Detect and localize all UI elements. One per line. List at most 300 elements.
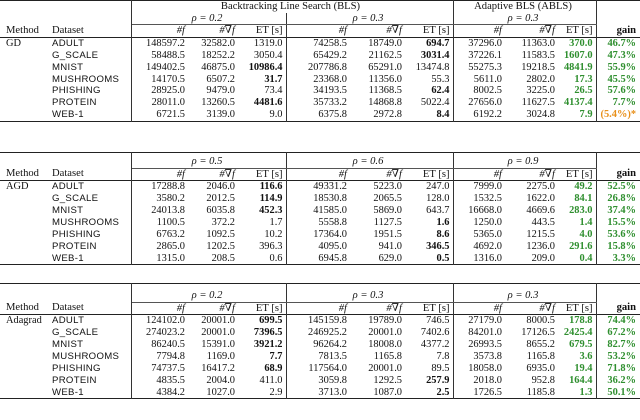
table-row (0, 387, 640, 399)
grad-evals-abls: 6935.0 (526, 362, 555, 374)
f-evals-bls1: 6721.5 (156, 109, 185, 121)
method-name: Adagrad (6, 315, 42, 327)
gain-header: gain (596, 25, 640, 38)
col-gradf-3: #∇f (539, 168, 555, 180)
grad-evals-bls2: 11368.5 (368, 85, 402, 97)
et-abls: 370.0 (569, 37, 593, 49)
grad-evals-bls1: 1202.5 (206, 240, 235, 252)
et-bls1: 1319.0 (238, 37, 286, 49)
gain-value: 53.2% (596, 351, 640, 363)
et-bls1: 452.3 (238, 205, 286, 217)
f-evals-bls2: 7813.5 (318, 350, 347, 362)
gain-value: 7.7% (596, 97, 640, 109)
f-evals-bls2: 5558.8 (318, 216, 347, 228)
et-bls1: 699.5 (238, 315, 286, 327)
grad-evals-abls: 8000.5 (526, 315, 555, 327)
et-abls: 4841.9 (563, 61, 593, 73)
grad-evals-abls: 17126.5 (521, 327, 555, 338)
method-name (0, 375, 47, 387)
col-et-2: ET [s] (405, 25, 453, 38)
method-name (0, 193, 47, 205)
method-name (0, 253, 47, 265)
table-row (0, 327, 640, 339)
col-et-3: ET [s] (565, 168, 593, 180)
grad-evals-bls1: 46875.0 (201, 61, 235, 73)
grad-evals-bls2: 941.0 (378, 240, 402, 252)
grad-evals-bls2: 1165.8 (373, 350, 402, 362)
et-bls1: 116.6 (238, 181, 286, 193)
f-evals-abls: 4692.0 (473, 240, 502, 252)
et-bls2: 13474.8 (405, 62, 453, 74)
f-evals-bls1: 17288.8 (151, 181, 185, 193)
method-name (0, 205, 47, 217)
dataset-header: Dataset (47, 25, 131, 38)
et-abls: 178.8 (569, 315, 593, 327)
f-evals-abls: 27656.0 (468, 97, 502, 109)
grad-evals-abls: 443.5 (531, 216, 555, 228)
et-bls2: 128.0 (405, 193, 453, 205)
et-bls2: 4377.2 (405, 339, 453, 351)
gain-value: 55.9% (596, 62, 640, 74)
gain-value: 15.8% (596, 241, 640, 253)
grad-evals-bls1: 3139.0 (206, 109, 235, 121)
grad-evals-abls: 1215.5 (526, 228, 555, 240)
f-evals-abls: 37296.0 (468, 37, 502, 49)
et-bls1: 2.9 (238, 387, 286, 399)
grad-evals-abls: 1185.8 (526, 386, 555, 398)
grad-evals-abls: 3024.8 (526, 109, 555, 121)
grad-evals-bls2: 14868.8 (368, 97, 402, 109)
gain-value: 71.8% (596, 363, 640, 375)
table-row (0, 375, 640, 387)
gain-value: 46.7% (596, 37, 640, 49)
f-evals-bls2: 6945.8 (318, 252, 347, 264)
grad-evals-abls: 1236.0 (526, 240, 555, 252)
table-row (0, 74, 640, 86)
f-evals-bls2: 35733.2 (313, 97, 347, 109)
grad-evals-abls: 11583.5 (521, 49, 555, 61)
et-abls: 679.5 (569, 338, 593, 350)
dataset-name: ADULT (52, 37, 85, 49)
f-evals-bls1: 2865.0 (156, 240, 185, 252)
rho-row (0, 284, 640, 303)
et-bls1: 10986.4 (238, 62, 286, 74)
f-evals-bls2: 65429.2 (313, 49, 347, 61)
f-evals-abls: 5611.0 (473, 73, 502, 85)
col-f-1: #f (176, 168, 185, 180)
et-bls1: 396.3 (238, 241, 286, 253)
f-evals-abls: 16668.0 (468, 204, 502, 216)
results-table-gd (0, 0, 640, 122)
f-evals-bls2: 23368.0 (313, 73, 347, 85)
dataset-name: WEB-1 (52, 386, 84, 398)
results-panel-gd (0, 0, 640, 150)
gain-value: 36.2% (596, 375, 640, 387)
col-gradf-2: #∇f (386, 302, 402, 314)
table-row (0, 181, 640, 193)
gain-value: 45.5% (596, 74, 640, 86)
rho-bls-2: ρ = 0.3 (286, 13, 453, 25)
f-evals-abls: 27179.0 (468, 315, 502, 327)
table-row (0, 62, 640, 74)
et-abls: 164.4 (569, 374, 593, 386)
rho-bls-1: ρ = 0.2 (131, 284, 286, 303)
method-name (0, 387, 47, 399)
f-evals-bls2: 96264.2 (313, 338, 347, 350)
gain-value: 82.7% (596, 339, 640, 351)
grad-evals-bls1: 13260.5 (201, 97, 235, 109)
et-bls2: 8.4 (405, 109, 453, 121)
gain-value: 3.3% (596, 253, 640, 265)
table-row (0, 85, 640, 97)
f-evals-bls1: 7794.8 (156, 350, 185, 362)
dataset-name: MNIST (52, 338, 84, 350)
table-row (0, 50, 640, 62)
table-row (0, 229, 640, 241)
gain-value: 37.4% (596, 205, 640, 217)
f-evals-bls2: 18530.8 (313, 193, 347, 204)
f-evals-abls: 6192.2 (473, 109, 502, 121)
col-gradf-1: #∇f (219, 168, 235, 180)
grad-evals-bls1: 18252.2 (201, 49, 235, 61)
grad-evals-bls2: 5869.0 (373, 204, 402, 216)
f-evals-bls1: 274023.2 (146, 327, 185, 338)
gain-value: 26.8% (596, 193, 640, 205)
f-evals-abls: 18058.0 (468, 362, 502, 374)
method-name (0, 85, 47, 97)
bls-title: Backtracking Line Search (BLS) (131, 1, 453, 13)
grad-evals-abls: 952.8 (531, 374, 555, 386)
gain-value: 52.5% (596, 181, 640, 193)
f-evals-bls1: 74737.5 (151, 362, 185, 374)
gain-value: 57.6% (596, 85, 640, 97)
grad-evals-bls1: 2046.0 (206, 181, 235, 193)
et-bls1: 3921.2 (238, 339, 286, 351)
grad-evals-bls1: 9479.0 (206, 85, 235, 97)
et-abls: 1.3 (579, 386, 593, 398)
col-gradf-3: #∇f (539, 25, 555, 37)
dataset-name: G_SCALE (52, 193, 99, 204)
et-abls: 4137.4 (563, 97, 593, 109)
col-et-2: ET [s] (405, 302, 453, 315)
f-evals-bls1: 6763.2 (156, 228, 185, 240)
grad-evals-bls1: 32582.0 (201, 37, 235, 49)
et-bls2: 1.6 (405, 217, 453, 229)
table-row (0, 193, 640, 205)
rho-abls: ρ = 0.9 (453, 153, 596, 169)
grad-evals-abls: 2802.0 (526, 73, 555, 85)
table-body (0, 37, 640, 121)
f-evals-abls: 55275.3 (468, 61, 502, 73)
et-bls2: 3031.4 (405, 50, 453, 62)
dataset-name: MNIST (52, 61, 84, 73)
dataset-name: PHISHING (52, 228, 101, 240)
f-evals-abls: 5365.0 (473, 228, 502, 240)
rho-row (0, 13, 640, 25)
method-name (0, 351, 47, 363)
table-body (0, 315, 640, 399)
gain-value: (5.4%)* (596, 109, 640, 121)
column-header-row (0, 25, 640, 38)
col-f-2: #f (338, 302, 347, 314)
rho-row (0, 153, 640, 169)
table-row (0, 241, 640, 253)
dataset-name: WEB-1 (52, 252, 84, 264)
grad-evals-bls1: 2012.5 (206, 193, 235, 204)
et-bls1: 3050.4 (238, 50, 286, 62)
grad-evals-bls1: 372.2 (211, 216, 235, 228)
f-evals-abls: 1726.5 (473, 386, 502, 398)
gain-value: 74.4% (596, 315, 640, 327)
gain-value: 47.3% (596, 50, 640, 62)
method-name (0, 97, 47, 109)
grad-evals-bls1: 20001.0 (201, 327, 235, 338)
f-evals-bls1: 148597.2 (146, 37, 185, 49)
rho-bls-1: ρ = 0.2 (131, 13, 286, 25)
f-evals-abls: 7999.0 (473, 181, 502, 193)
col-f-2: #f (338, 168, 347, 180)
grad-evals-bls2: 2065.5 (373, 193, 402, 204)
dataset-name: PROTEIN (52, 97, 97, 109)
et-abls: 1.4 (579, 216, 593, 228)
col-f-3: #f (493, 168, 502, 180)
et-abls: 2425.4 (563, 327, 593, 338)
et-bls2: 55.3 (405, 74, 453, 86)
dataset-name: ADULT (52, 181, 85, 193)
f-evals-bls1: 58488.5 (151, 49, 185, 61)
table-body (0, 181, 640, 265)
grad-evals-abls: 1622.0 (526, 193, 555, 204)
f-evals-bls2: 246925.2 (308, 327, 347, 338)
method-header: Method (6, 168, 39, 180)
col-gradf-1: #∇f (219, 25, 235, 37)
gain-value: 53.6% (596, 229, 640, 241)
grad-evals-bls2: 2972.8 (373, 109, 402, 121)
method-name (0, 327, 47, 339)
grad-evals-bls1: 1027.0 (206, 386, 235, 398)
dataset-name: PHISHING (52, 85, 101, 97)
grad-evals-bls2: 1951.5 (373, 228, 402, 240)
group-title-row (0, 1, 640, 13)
et-bls1: 73.4 (238, 85, 286, 97)
f-evals-bls2: 3713.0 (318, 386, 347, 398)
method-name (0, 217, 47, 229)
et-bls2: 694.7 (405, 37, 453, 49)
grad-evals-bls2: 65291.0 (368, 61, 402, 73)
f-evals-abls: 2018.0 (473, 374, 502, 386)
grad-evals-bls1: 208.5 (211, 252, 235, 264)
method-name (0, 50, 47, 62)
col-et-1: ET [s] (238, 25, 286, 38)
method-name (0, 229, 47, 241)
grad-evals-abls: 8655.2 (526, 338, 555, 350)
dataset-name: MUSHROOMS (52, 350, 120, 362)
method-name (0, 241, 47, 253)
method-name (0, 339, 47, 351)
et-bls2: 7.8 (405, 351, 453, 363)
f-evals-abls: 1532.5 (473, 193, 502, 204)
col-gradf-1: #∇f (219, 302, 235, 314)
grad-evals-bls2: 19789.0 (368, 315, 402, 327)
table-row (0, 253, 640, 265)
et-bls1: 114.9 (238, 193, 286, 205)
f-evals-bls1: 3580.2 (156, 193, 185, 204)
et-abls: 291.6 (569, 240, 593, 252)
method-name (0, 363, 47, 375)
grad-evals-bls2: 5223.0 (373, 181, 402, 193)
f-evals-bls1: 4384.2 (156, 386, 185, 398)
grad-evals-bls1: 1092.5 (206, 228, 235, 240)
et-bls1: 9.0 (238, 109, 286, 121)
grad-evals-bls1: 2004.0 (206, 374, 235, 386)
f-evals-abls: 37226.1 (468, 49, 502, 61)
results-panel-adagrad (0, 283, 640, 420)
f-evals-abls: 8002.5 (473, 85, 502, 97)
et-bls2: 0.5 (405, 253, 453, 265)
col-gradf-2: #∇f (386, 25, 402, 37)
f-evals-bls2: 4095.0 (318, 240, 347, 252)
dataset-name: ADULT (52, 315, 85, 327)
et-bls2: 2.5 (405, 387, 453, 399)
table-row (0, 339, 640, 351)
method-name: AGD (6, 181, 29, 193)
table-row (0, 37, 640, 49)
et-bls1: 0.6 (238, 253, 286, 265)
rho-abls: ρ = 0.3 (453, 13, 596, 25)
gain-value: 50.1% (596, 387, 640, 399)
f-evals-bls1: 4835.5 (156, 374, 185, 386)
et-bls2: 8.6 (405, 229, 453, 241)
grad-evals-bls1: 15391.0 (201, 338, 235, 350)
f-evals-bls2: 3059.8 (318, 374, 347, 386)
grad-evals-bls1: 1169.0 (206, 350, 235, 362)
et-abls: 26.5 (574, 85, 593, 97)
col-gradf-3: #∇f (539, 302, 555, 314)
dataset-name: G_SCALE (52, 49, 99, 61)
grad-evals-abls: 1165.8 (526, 350, 555, 362)
rho-abls: ρ = 0.3 (453, 284, 596, 303)
et-bls1: 7.7 (238, 351, 286, 363)
table-row (0, 363, 640, 375)
f-evals-bls2: 17364.0 (313, 228, 347, 240)
et-bls1: 411.0 (238, 375, 286, 387)
table-row (0, 205, 640, 217)
rho-bls-2: ρ = 0.3 (286, 284, 453, 303)
grad-evals-abls: 11363.0 (521, 37, 555, 49)
et-bls1: 7396.5 (238, 327, 286, 339)
abls-title: Adaptive BLS (ABLS) (474, 1, 572, 12)
grad-evals-bls1: 20001.0 (201, 315, 235, 327)
method-name (0, 109, 47, 121)
f-evals-abls: 26993.5 (468, 338, 502, 350)
grad-evals-bls2: 21162.5 (368, 49, 402, 61)
f-evals-bls1: 28011.0 (151, 97, 185, 109)
et-bls2: 247.0 (405, 181, 453, 193)
et-abls: 19.4 (574, 362, 593, 374)
f-evals-bls1: 1100.5 (156, 216, 185, 228)
f-evals-bls1: 124102.0 (146, 315, 185, 327)
gain-header: gain (596, 168, 640, 181)
method-header: Method (6, 302, 39, 314)
grad-evals-bls2: 1127.5 (373, 216, 402, 228)
grad-evals-bls2: 629.0 (378, 252, 402, 264)
method-name (0, 62, 47, 74)
dataset-name: G_SCALE (52, 327, 99, 338)
results-table-agd (0, 152, 640, 265)
f-evals-bls1: 149402.5 (146, 61, 185, 73)
results-panel-agd (0, 152, 640, 283)
et-abls: 3.6 (579, 350, 593, 362)
dataset-name: PHISHING (52, 362, 101, 374)
grad-evals-abls: 19218.5 (521, 61, 555, 73)
grad-evals-bls2: 18008.0 (368, 338, 402, 350)
f-evals-abls: 3573.8 (473, 350, 502, 362)
f-evals-bls2: 6375.8 (318, 109, 347, 121)
et-bls2: 5022.4 (405, 97, 453, 109)
et-bls1: 31.7 (238, 74, 286, 86)
grad-evals-abls: 2275.0 (526, 181, 555, 193)
method-header: Method (6, 24, 39, 36)
dataset-header: Dataset (47, 302, 131, 315)
f-evals-abls: 1250.0 (473, 216, 502, 228)
grad-evals-abls: 4669.6 (526, 204, 555, 216)
dataset-name: PROTEIN (52, 240, 97, 252)
et-bls1: 10.2 (238, 229, 286, 241)
grad-evals-abls: 209.0 (531, 252, 555, 264)
et-abls: 49.2 (574, 181, 593, 193)
dataset-header: Dataset (47, 168, 131, 181)
grad-evals-bls1: 6035.8 (206, 204, 235, 216)
table-row (0, 97, 640, 109)
col-et-3: ET [s] (565, 25, 593, 37)
col-et-2: ET [s] (405, 168, 453, 181)
dataset-name: MNIST (52, 204, 84, 216)
table-row (0, 351, 640, 363)
gain-value: 67.2% (596, 327, 640, 339)
f-evals-bls1: 86240.5 (151, 338, 185, 350)
col-gradf-2: #∇f (386, 168, 402, 180)
table-row (0, 217, 640, 229)
et-abls: 17.3 (574, 73, 593, 85)
f-evals-bls2: 117564.0 (308, 362, 347, 374)
dataset-name: WEB-1 (52, 109, 84, 121)
dataset-name: PROTEIN (52, 374, 97, 386)
grad-evals-bls1: 6507.2 (206, 73, 235, 85)
et-abls: 4.0 (579, 228, 593, 240)
f-evals-bls1: 1315.0 (156, 252, 185, 264)
grad-evals-abls: 11627.5 (521, 97, 555, 109)
f-evals-bls1: 24013.8 (151, 204, 185, 216)
rho-bls-2: ρ = 0.6 (286, 153, 453, 169)
et-bls2: 643.7 (405, 205, 453, 217)
method-name (0, 74, 47, 86)
col-f-3: #f (493, 302, 502, 314)
et-abls: 7.9 (579, 109, 593, 121)
grad-evals-bls2: 18749.0 (368, 37, 402, 49)
col-f-3: #f (493, 25, 502, 37)
et-bls2: 746.5 (405, 315, 453, 327)
grad-evals-abls: 3225.0 (526, 85, 555, 97)
gain-value: 15.5% (596, 217, 640, 229)
results-table-adagrad (0, 283, 640, 399)
grad-evals-bls2: 20001.0 (368, 327, 402, 338)
table-row (0, 109, 640, 121)
f-evals-bls2: 207786.8 (308, 61, 347, 73)
et-bls2: 257.9 (405, 375, 453, 387)
f-evals-bls2: 145159.8 (308, 315, 347, 327)
f-evals-abls: 1316.0 (473, 252, 502, 264)
gain-header: gain (596, 302, 640, 315)
